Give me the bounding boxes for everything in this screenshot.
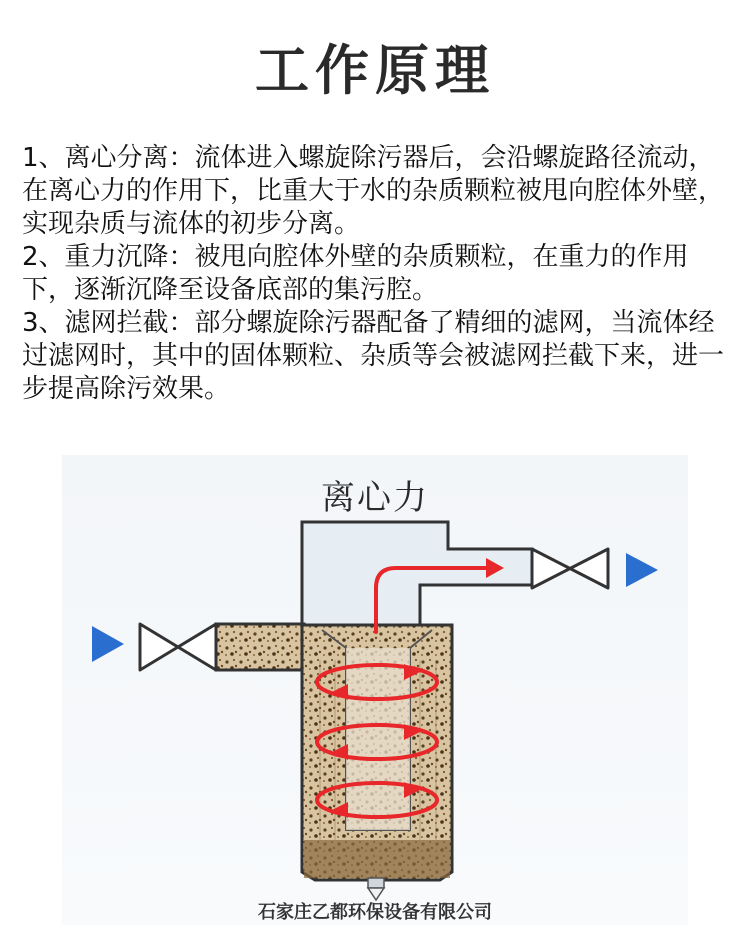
inlet-valve-icon [140, 624, 216, 670]
diagram-label: 离心力 [321, 478, 429, 518]
inlet-flow-arrow-icon [92, 626, 124, 662]
description-gravity: 2、重力沉降：被甩向腔体外壁的杂质颗粒，在重力的作用下，逐渐沉降至设备底部的集污腔。 [22, 242, 689, 305]
description-filter: 3、滤网拦截：部分螺旋除污器配备了精细的滤网，当流体经过滤网时，其中的固体颗粒、杂质等会被滤网拦截下来，进一步提高除污效果。 [22, 308, 725, 404]
inlet-pipe [216, 624, 304, 670]
outlet-valve-icon [532, 549, 608, 588]
drain-valve-icon [368, 878, 384, 900]
description-centrifugal: 1、离心分离：流体进入螺旋除污器后，会沿螺旋路径流动，在离心力的作用下，比重大于水的杂质颗粒被甩向腔体外壁，实现杂质与流体的初步分离。 [22, 143, 725, 239]
page-title: 工作原理 [255, 39, 495, 102]
sediment-collector [304, 840, 450, 878]
central-column [346, 648, 410, 830]
outlet-flow-arrow-icon [626, 553, 658, 587]
upper-chamber [302, 522, 532, 625]
company-watermark: 石家庄乙都环保设备有限公司 [258, 902, 492, 923]
